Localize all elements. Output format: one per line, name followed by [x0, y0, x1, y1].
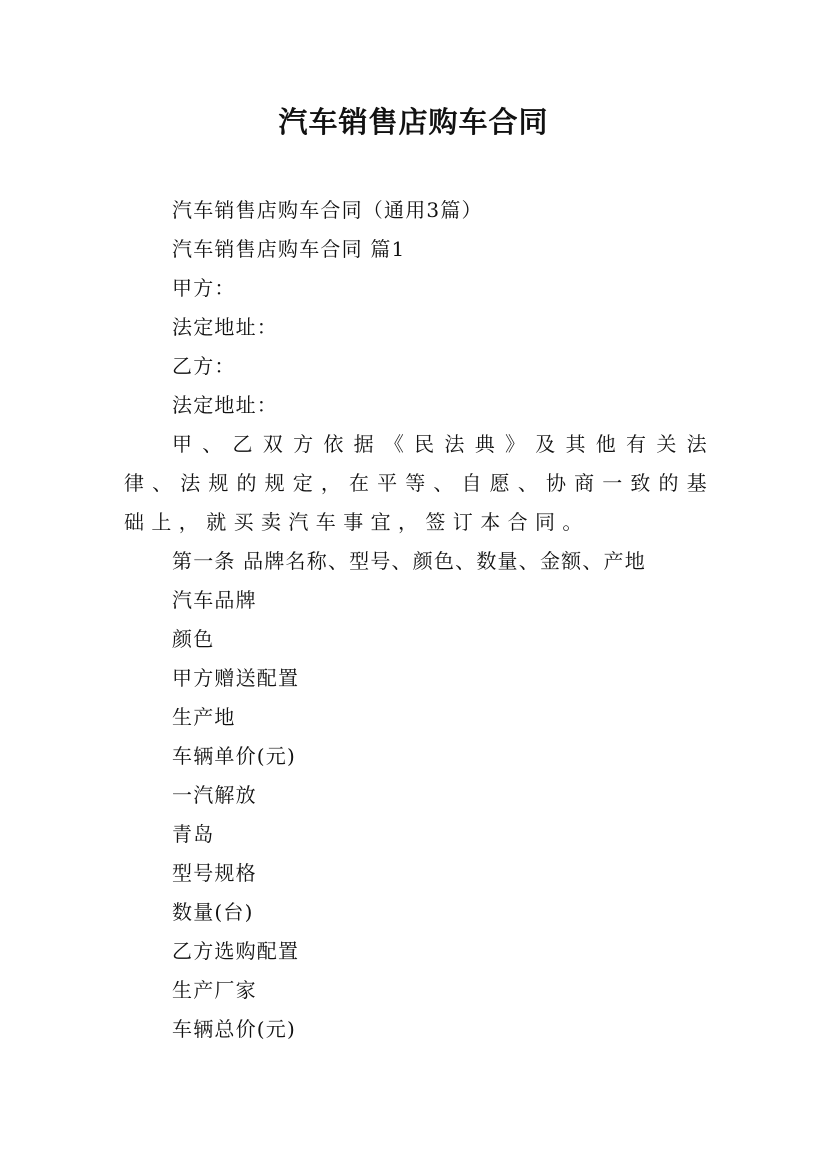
subtitle-line: 汽车销售店购车合同（通用3篇） [172, 198, 483, 222]
document-title: 汽车销售店购车合同 [278, 105, 549, 139]
field-model-spec: 型号规格 [172, 861, 257, 885]
field-total-price: 车辆总价(元) [172, 1017, 297, 1041]
field-quantity: 数量(台) [172, 900, 254, 924]
field-car-brand: 汽车品牌 [172, 588, 257, 612]
field-color: 颜色 [172, 627, 215, 651]
field-production-place: 生产地 [172, 705, 236, 729]
party-a-address-label: 法定地址： [172, 315, 278, 339]
preamble-paragraph: 甲、乙双方依据《民法典》及其他有关法律、法规的规定，在平等、自愿、协商一致的基础上，就买卖汽车事宜，签订本合同。 [124, 432, 714, 534]
document-body [124, 191, 714, 1049]
party-b-address-label: 法定地址： [172, 393, 278, 417]
value-place: 青岛 [172, 822, 215, 846]
party-a-label: 甲方： [172, 276, 236, 300]
party-b-label: 乙方： [172, 354, 236, 378]
article-one-heading: 第一条 品牌名称、型号、颜色、数量、金额、产地 [172, 549, 646, 573]
field-party-a-gift-config: 甲方赠送配置 [172, 666, 300, 690]
value-brand: 一汽解放 [172, 783, 257, 807]
field-party-b-optional-config: 乙方选购配置 [172, 939, 300, 963]
field-unit-price: 车辆单价(元) [172, 744, 297, 768]
field-manufacturer: 生产厂家 [172, 978, 257, 1002]
section-heading: 汽车销售店购车合同 篇1 [172, 237, 406, 261]
